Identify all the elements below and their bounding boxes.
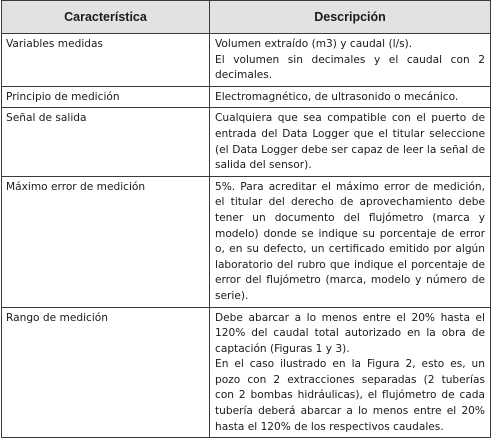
table-row-principle bbox=[2, 86, 491, 108]
description-paragraph: Debe abarcar a lo menos entre el 20% hasta el 120% del caudal total autorizado en la obra de captación (Figuras 1 y 3). bbox=[215, 311, 485, 355]
row-description bbox=[210, 108, 491, 176]
specification-table bbox=[1, 0, 491, 438]
table-row-variables bbox=[2, 34, 491, 87]
table-header-row bbox=[2, 1, 491, 34]
row-description bbox=[210, 34, 491, 87]
header-characteristic: Característica bbox=[2, 1, 210, 34]
description-paragraph: Electromagnético, de ultrasonido o mecánico. bbox=[215, 90, 459, 103]
description-paragraph: El volumen sin decimales y el caudal con 2 decimales. bbox=[215, 53, 485, 82]
header-description: Descripción bbox=[210, 1, 491, 34]
description-paragraph: En el caso ilustrado en la Figura 2, esto es, un pozo con 2 extracciones separadas (2 tuberías con 2 bombas hidráulicas), el flujómetro de cada tubería deberá abarcar a lo menos entre el 20% hasta el 120% de los respectivos caudales. bbox=[215, 358, 485, 433]
row-description bbox=[210, 307, 491, 438]
row-label: Rango de medición bbox=[2, 307, 210, 438]
row-label: Máximo error de medición bbox=[2, 176, 210, 307]
row-label: Variables medidas bbox=[2, 34, 210, 87]
table-row-output-signal bbox=[2, 108, 491, 176]
description-paragraph: Cualquiera que sea compatible con el puerto de entrada del Data Logger que el titular seleccione (el Data Logger debe ser capaz de leer la señal de salida del sensor). bbox=[215, 112, 485, 172]
row-description bbox=[210, 86, 491, 108]
row-description bbox=[210, 176, 491, 307]
table-row-range bbox=[2, 307, 491, 438]
description-paragraph: 5%. Para acreditar el máximo error de medición, el titular del derecho de aprovechamiento debe tener un documento del flujómetro (marca y modelo) donde se indique su porcentaje de error o, en su defecto, un certificado emitido por algún laboratorio del rubro que indique el porcentaje de error del flujómetro (marca, modelo y número de serie). bbox=[215, 180, 485, 302]
description-paragraph: Volumen extraído (m3) y caudal (l/s). bbox=[215, 38, 413, 50]
table-row-max-error bbox=[2, 176, 491, 307]
row-label: Principio de medición bbox=[2, 86, 210, 108]
row-label: Señal de salida bbox=[2, 108, 210, 176]
